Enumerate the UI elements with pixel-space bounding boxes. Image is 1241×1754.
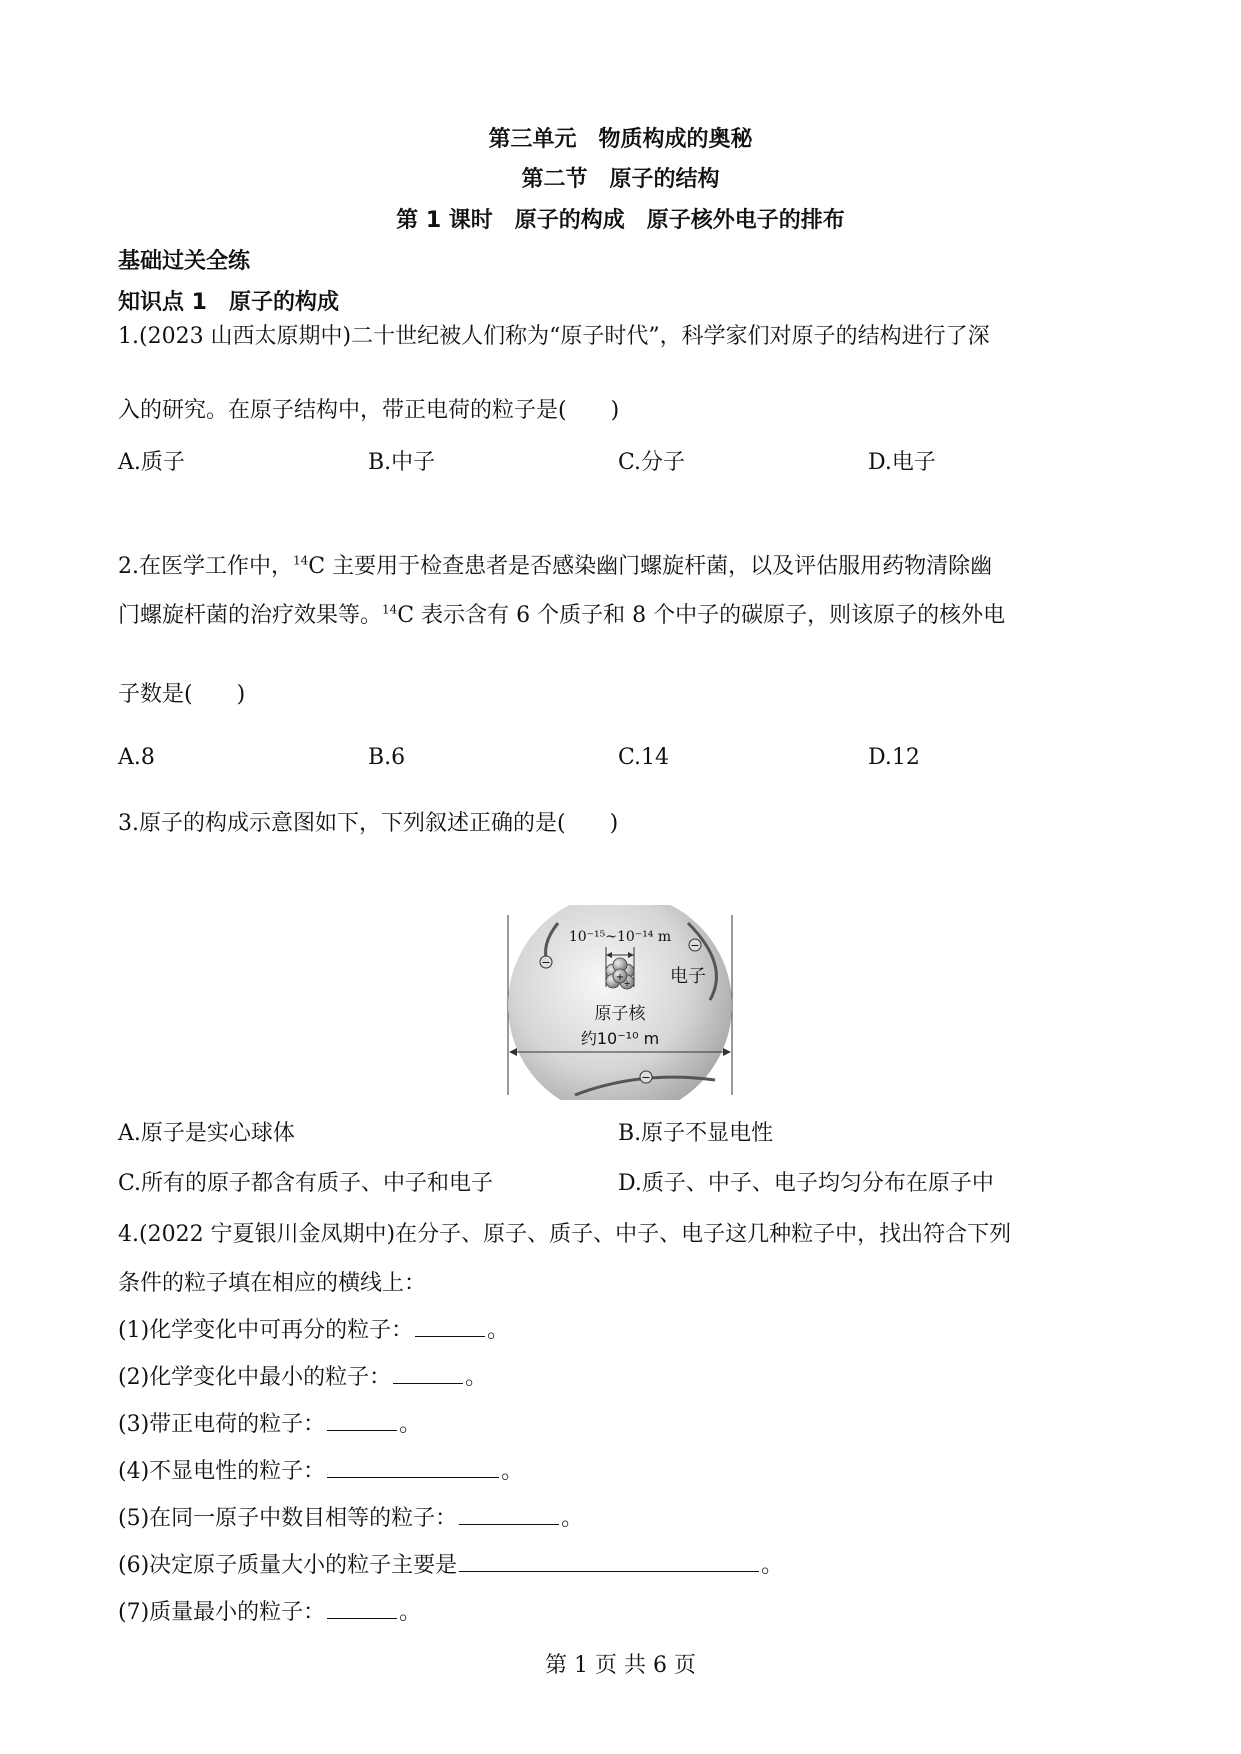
electron-icon bbox=[540, 956, 552, 969]
answer-blank[interactable] bbox=[327, 1457, 499, 1478]
q4-line2: 条件的粒子填在相应的横线上： bbox=[118, 1271, 427, 1296]
isotope-mass-number: 14 bbox=[293, 553, 309, 568]
q2-line3: 子数是( ) bbox=[118, 682, 246, 707]
lesson-title: 第 1 课时 原子的构成 原子核外电子的排布 bbox=[396, 208, 845, 233]
q4-item-5: (5)在同一原子中数目相等的粒子： 。 bbox=[118, 1506, 584, 1531]
q4-item-1: (1)化学变化中可再分的粒子： 。 bbox=[118, 1318, 510, 1343]
q2-option-a: A.8 bbox=[118, 745, 155, 770]
knowledge-point-heading: 知识点 1 原子的构成 bbox=[118, 290, 339, 315]
q1-line2: 入的研究。在原子结构中，带正电荷的粒子是( ) bbox=[118, 398, 620, 423]
q2-line1: 2.在医学工作中，$^{14}$C 主要用于检查患者是否感染幽门螺旋杆菌，以及评估服用药物清除幽 bbox=[118, 553, 993, 579]
q2-option-c: C.14 bbox=[618, 745, 670, 770]
q3-stem: 3.原子的构成示意图如下，下列叙述正确的是( ) bbox=[118, 811, 619, 836]
q4-line1: 4.(2022 宁夏银川金凤期中)在分子、原子、质子、中子、电子这几种粒子中，找出符合下列 bbox=[118, 1222, 1012, 1247]
q3-option-c: C.所有的原子都含有质子、中子和电子 bbox=[118, 1171, 494, 1196]
q2-option-b: B.6 bbox=[368, 745, 406, 770]
electron-label: 电子 bbox=[670, 966, 706, 987]
svg-text:−: − bbox=[641, 1071, 651, 1084]
answer-blank[interactable] bbox=[459, 1504, 559, 1525]
atom-structure-figure bbox=[500, 905, 740, 1100]
q1-option-c: C.分子 bbox=[618, 450, 686, 475]
electron-icon bbox=[640, 1071, 652, 1084]
answer-blank[interactable] bbox=[327, 1598, 397, 1619]
q4-item-7: (7)质量最小的粒子： 。 bbox=[118, 1600, 422, 1625]
q4-item-4: (4)不显电性的粒子： 。 bbox=[118, 1459, 524, 1484]
svg-text:−: − bbox=[690, 939, 700, 952]
q2-line2: 门螺旋杆菌的治疗效果等。$^{14}$C 表示含有 6 个质子和 8 个中子的碳原子，则该原子的核外电 bbox=[118, 602, 1006, 628]
q3-option-a: A.原子是实心球体 bbox=[118, 1121, 295, 1146]
electron-icon bbox=[689, 939, 701, 952]
q3-option-d: D.质子、中子、电子均匀分布在原子中 bbox=[618, 1171, 994, 1196]
q1-option-b: B.中子 bbox=[368, 450, 436, 475]
isotope-mass-number: 14 bbox=[382, 602, 398, 617]
q2-option-d: D.12 bbox=[868, 745, 920, 770]
answer-blank[interactable] bbox=[393, 1363, 463, 1384]
q4-item-2: (2)化学变化中最小的粒子： 。 bbox=[118, 1365, 488, 1390]
q3-option-b: B.原子不显电性 bbox=[618, 1121, 774, 1146]
unit-title: 第三单元 物质构成的奥秘 bbox=[488, 127, 753, 152]
q1-option-d: D.电子 bbox=[868, 450, 936, 475]
q4-item-3: (3)带正电荷的粒子： 。 bbox=[118, 1412, 422, 1437]
q1-line1: 1.(2023 山西太原期中)二十世纪被人们称为“原子时代”，科学家们对原子的结构进行了深 bbox=[118, 324, 990, 349]
answer-blank[interactable] bbox=[327, 1410, 397, 1431]
page-number: 第 1 页 共 6 页 bbox=[545, 1653, 696, 1678]
q4-item-6: (6)决定原子质量大小的粒子主要是 。 bbox=[118, 1553, 784, 1578]
svg-text:+: + bbox=[623, 979, 631, 989]
practice-label: 基础过关全练 bbox=[118, 249, 251, 274]
section-title: 第二节 原子的结构 bbox=[521, 167, 720, 192]
answer-blank[interactable] bbox=[459, 1551, 759, 1572]
svg-text:+: + bbox=[615, 972, 625, 983]
answer-blank[interactable] bbox=[415, 1316, 485, 1337]
nucleus-label: 原子核 bbox=[594, 1004, 646, 1024]
atom-size-label: 约10⁻¹⁰ m bbox=[580, 1029, 660, 1048]
q1-option-a: A.质子 bbox=[118, 450, 185, 475]
svg-text:−: − bbox=[541, 956, 551, 969]
nucleus-size-label: 10⁻¹⁵~10⁻¹⁴ m bbox=[568, 929, 672, 945]
